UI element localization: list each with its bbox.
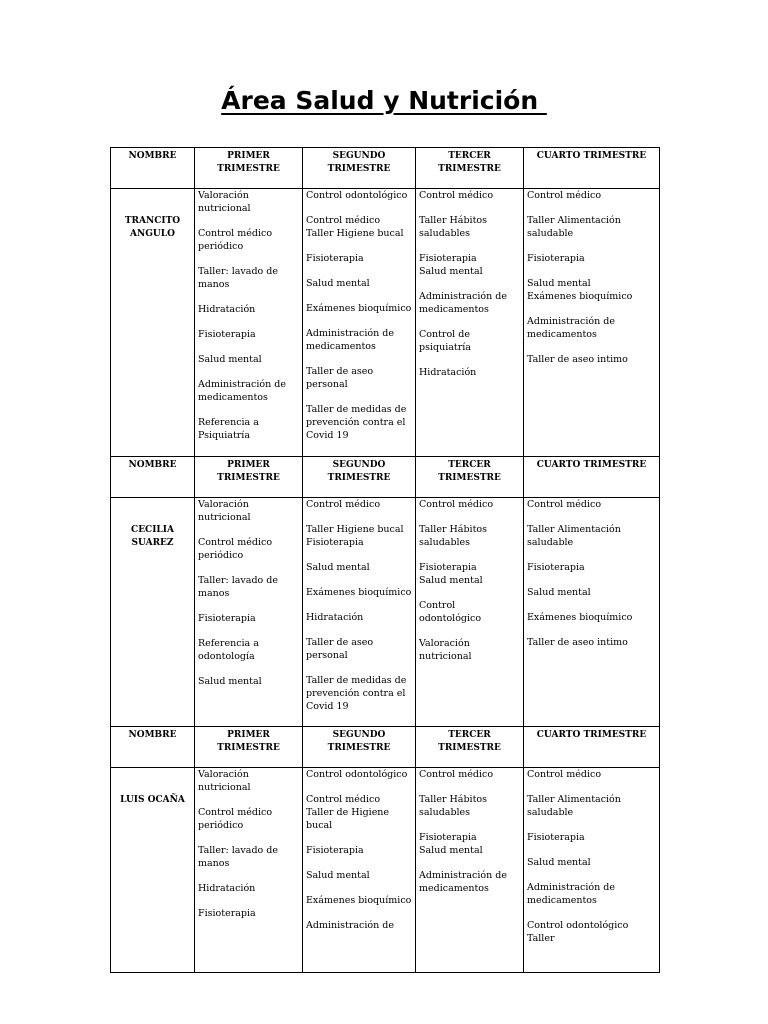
activity-item: Taller de medidas de prevención contra el Covid 19 — [306, 675, 407, 712]
activity-item: Fisioterapia — [419, 832, 477, 843]
activity-item: Referencia a Psiquiatría — [198, 417, 259, 441]
activity-item: Salud mental — [419, 266, 483, 277]
patient-name: LUIS OCAÑA — [120, 795, 185, 805]
activity-item: Fisioterapia — [306, 845, 364, 856]
header-cell — [524, 148, 660, 189]
activity-item: Valoración nutricional — [419, 638, 472, 662]
activity-item: Taller de aseo intimo — [527, 637, 628, 648]
activity-item: Control de psiquiatría — [419, 329, 471, 353]
activity-item: Salud mental — [306, 870, 370, 881]
header-label: SEGUNDO TRIMESTRE — [327, 151, 391, 174]
activity-item: Control odontológico — [306, 769, 408, 780]
activity-list — [303, 768, 415, 932]
activity-item: Taller de aseo personal — [306, 366, 374, 390]
patient-name: TRANCITO ANGULO — [124, 216, 181, 239]
activity-item: Fisioterapia — [527, 832, 585, 843]
activity-item: Fisioterapia — [198, 613, 256, 624]
quarter-cell-q4 — [524, 768, 660, 973]
activity-item: Taller Higiene bucal — [306, 228, 404, 239]
quarter-cell-q2 — [303, 768, 416, 973]
activity-list — [416, 189, 523, 379]
header-row — [111, 148, 660, 189]
header-cell — [416, 457, 524, 498]
header-cell — [416, 148, 524, 189]
patient-name-cell — [111, 768, 195, 973]
header-cell — [111, 727, 195, 768]
header-cell — [195, 727, 303, 768]
activity-item: Control médico periódico — [198, 537, 273, 561]
quarter-cell-q4 — [524, 498, 660, 727]
patient-row — [111, 189, 660, 457]
activity-item: Hidratación — [198, 304, 256, 315]
quarter-cell-q1 — [195, 498, 303, 727]
activity-list — [195, 189, 302, 442]
patient-row — [111, 768, 660, 973]
activity-item: Exámenes bioquímico — [306, 895, 412, 906]
patient-row — [111, 498, 660, 727]
header-cell — [303, 727, 416, 768]
activity-item: Taller Alimentación saludable — [527, 215, 621, 239]
header-label: NOMBRE — [128, 730, 177, 740]
activity-item: Fisioterapia — [198, 329, 256, 340]
header-row — [111, 727, 660, 768]
activity-item: Valoración nutricional — [198, 499, 251, 523]
activity-item: Salud mental — [306, 562, 370, 573]
activity-item: Control médico — [527, 499, 602, 510]
quarter-cell-q1 — [195, 189, 303, 457]
activity-item: Fisioterapia — [419, 562, 477, 573]
activity-item: Exámenes bioquímico — [527, 291, 633, 302]
activity-item: Hidratación — [306, 612, 364, 623]
activity-item: Hidratación — [419, 367, 477, 378]
activity-item: Administración de medicamentos — [198, 379, 286, 403]
activity-item: Salud mental — [527, 587, 591, 598]
header-cell — [303, 148, 416, 189]
activity-item: Taller Alimentación saludable — [527, 524, 621, 548]
activity-list — [416, 498, 523, 663]
header-label: NOMBRE — [128, 460, 177, 470]
header-label: TERCER TRIMESTRE — [438, 151, 501, 174]
activity-item: Administración de medicamentos — [527, 316, 615, 340]
activity-list — [195, 498, 302, 688]
header-label: PRIMER TRIMESTRE — [217, 151, 280, 174]
header-label: TERCER TRIMESTRE — [438, 730, 501, 753]
activity-item: Control médico periódico — [198, 228, 273, 252]
activity-list — [416, 768, 523, 895]
quarter-cell-q1 — [195, 768, 303, 973]
activity-item: Administración de medicamentos — [306, 328, 394, 352]
activity-item: Administración de — [306, 920, 394, 931]
activity-item: Taller de aseo personal — [306, 637, 374, 661]
activity-item: Taller de aseo intimo — [527, 354, 628, 365]
activity-item: Administración de medicamentos — [419, 291, 507, 315]
activity-item: Exámenes bioquímico — [527, 612, 633, 623]
activity-item: Control médico — [419, 499, 494, 510]
activity-item: Administración de medicamentos — [527, 882, 615, 906]
activity-item: Exámenes bioquímico — [306, 587, 412, 598]
activity-item: Control médico — [306, 215, 381, 226]
activity-item: Taller de Higiene bucal — [306, 807, 390, 831]
activity-item: Salud mental — [198, 354, 262, 365]
patient-name-cell — [111, 189, 195, 457]
activity-item: Fisioterapia — [527, 562, 585, 573]
activity-item: Administración de medicamentos — [419, 870, 507, 894]
header-cell — [303, 457, 416, 498]
activity-item: Control médico periódico — [198, 807, 273, 831]
header-cell — [111, 148, 195, 189]
header-label: SEGUNDO TRIMESTRE — [327, 730, 391, 753]
activity-item: Control médico — [306, 499, 381, 510]
activity-item: Taller Hábitos saludables — [419, 524, 488, 548]
activity-item: Salud mental — [527, 857, 591, 868]
schedule-table-body — [111, 148, 660, 973]
patient-name: CECILIA SUAREZ — [131, 525, 174, 548]
header-label: PRIMER TRIMESTRE — [217, 460, 280, 483]
activity-item: Fisioterapia — [306, 537, 364, 548]
activity-item: Control odontológico — [419, 600, 482, 624]
activity-item: Control odontológico — [306, 190, 408, 201]
activity-item: Taller Higiene bucal — [306, 524, 404, 535]
header-cell — [524, 457, 660, 498]
header-cell — [416, 727, 524, 768]
activity-item: Taller Alimentación saludable — [527, 794, 621, 818]
header-row — [111, 457, 660, 498]
header-label: TERCER TRIMESTRE — [438, 460, 501, 483]
quarter-cell-q2 — [303, 498, 416, 727]
quarter-cell-q2 — [303, 189, 416, 457]
activity-item: Fisioterapia — [198, 908, 256, 919]
activity-item: Taller Hábitos saludables — [419, 215, 488, 239]
activity-item: Control médico — [527, 190, 602, 201]
activity-item: Fisioterapia — [306, 253, 364, 264]
schedule-table — [110, 147, 660, 973]
header-label: CUARTO TRIMESTRE — [536, 151, 647, 161]
quarter-cell-q3 — [416, 768, 524, 973]
header-label: CUARTO TRIMESTRE — [536, 730, 647, 740]
activity-item: Taller de medidas de prevención contra el Covid 19 — [306, 404, 407, 441]
activity-item: Fisioterapia — [419, 253, 477, 264]
activity-item: Valoración nutricional — [198, 190, 251, 214]
activity-item: Control médico — [419, 190, 494, 201]
activity-item: Control odontológico Taller — [527, 920, 629, 944]
header-label: PRIMER TRIMESTRE — [217, 730, 280, 753]
activity-list — [524, 498, 659, 649]
activity-item: Taller: lavado de manos — [198, 845, 278, 869]
activity-item: Salud mental — [198, 676, 262, 687]
activity-item: Control médico — [527, 769, 602, 780]
header-cell — [111, 457, 195, 498]
activity-item: Taller: lavado de manos — [198, 575, 278, 599]
activity-item: Exámenes bioquímico — [306, 303, 412, 314]
page-title: Área Salud y Nutrición — [221, 86, 547, 115]
activity-item: Salud mental — [306, 278, 370, 289]
header-label: CUARTO TRIMESTRE — [536, 460, 647, 470]
patient-name-cell — [111, 498, 195, 727]
activity-item: Taller Hábitos saludables — [419, 794, 488, 818]
header-label: SEGUNDO TRIMESTRE — [327, 460, 391, 483]
activity-list — [303, 189, 415, 442]
activity-item: Salud mental — [419, 575, 483, 586]
activity-list — [524, 768, 659, 945]
quarter-cell-q3 — [416, 498, 524, 727]
activity-item: Salud mental — [527, 278, 591, 289]
header-cell — [195, 457, 303, 498]
header-cell — [195, 148, 303, 189]
activity-list — [303, 498, 415, 713]
activity-list — [195, 768, 302, 920]
header-cell — [524, 727, 660, 768]
header-label: NOMBRE — [128, 151, 177, 161]
activity-item: Valoración nutricional — [198, 769, 251, 793]
activity-item: Control médico — [306, 794, 381, 805]
activity-item: Fisioterapia — [527, 253, 585, 264]
activity-item: Control médico — [419, 769, 494, 780]
activity-item: Taller: lavado de manos — [198, 266, 278, 290]
quarter-cell-q3 — [416, 189, 524, 457]
activity-item: Hidratación — [198, 883, 256, 894]
activity-item: Salud mental — [419, 845, 483, 856]
quarter-cell-q4 — [524, 189, 660, 457]
activity-item: Referencia a odontología — [198, 638, 259, 662]
activity-list — [524, 189, 659, 366]
